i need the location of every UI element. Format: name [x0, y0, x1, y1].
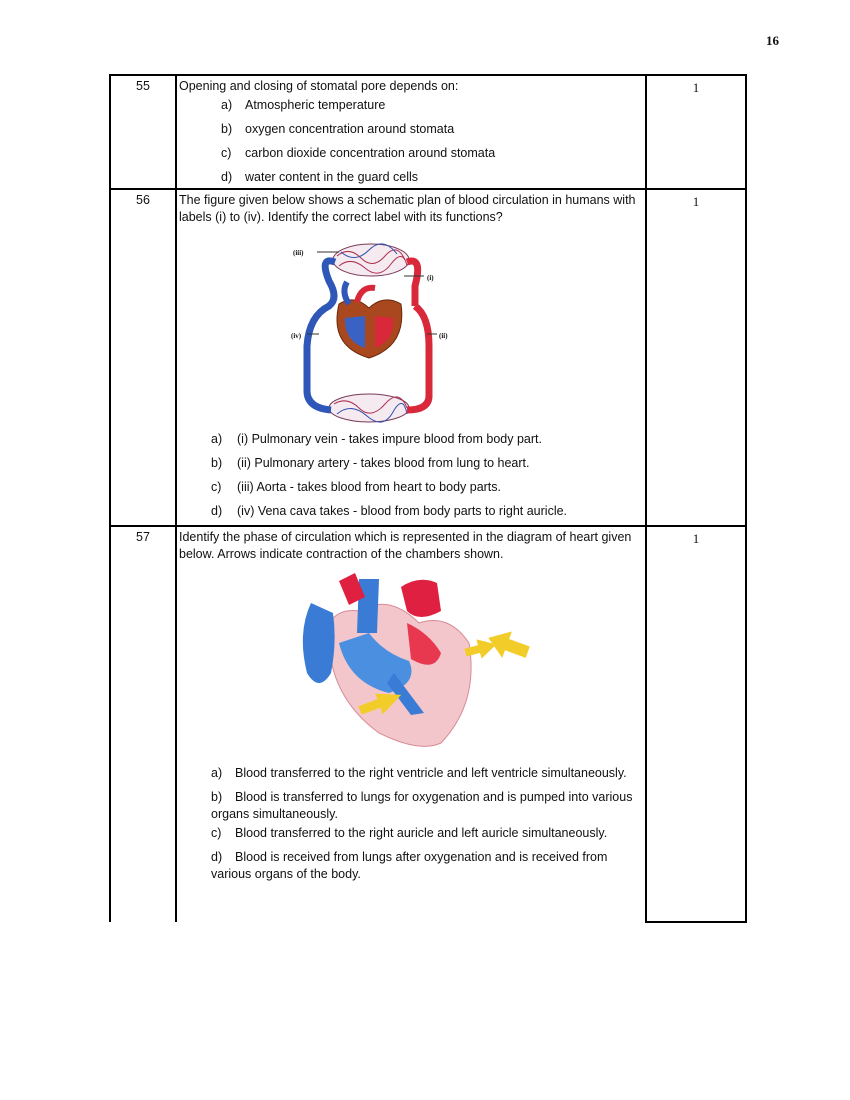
question-number: 55	[110, 75, 176, 189]
option-a[interactable]	[211, 765, 643, 782]
question-text: The figure given below shows a schematic plan of blood circulation in humans with labels (i) to (iv). Identify the correct label with its functions?	[179, 193, 636, 224]
question-row-55	[110, 75, 746, 189]
label-iii: (iii)	[293, 249, 304, 257]
option-label: b)	[211, 456, 223, 470]
option-label: b)	[221, 122, 233, 136]
option-b[interactable]	[221, 121, 643, 138]
option-label: c)	[211, 480, 222, 494]
question-marks: 1	[646, 75, 746, 189]
heart-diagram-svg	[179, 563, 643, 765]
question-row-57	[110, 526, 746, 922]
question-body	[176, 526, 646, 922]
question-body	[176, 75, 646, 189]
option-text: (iv) Vena cava takes - blood from body parts to right auricle.	[237, 504, 568, 518]
question-row-56	[110, 189, 746, 526]
question-table	[109, 74, 747, 923]
option-a[interactable]	[221, 97, 643, 114]
option-label: b)	[211, 790, 223, 804]
option-text: (i) Pulmonary vein - takes impure blood from body part.	[237, 432, 542, 446]
label-iv: (iv)	[291, 332, 302, 340]
circulation-diagram-svg	[179, 226, 643, 431]
option-label: d)	[211, 504, 223, 518]
option-text: carbon dioxide concentration around stomata	[245, 146, 496, 160]
option-text: water content in the guard cells	[245, 170, 419, 184]
option-d[interactable]	[211, 849, 643, 883]
question-marks: 1	[646, 526, 746, 922]
option-text: Blood transferred to the right ventricle and left ventricle simultaneously.	[235, 766, 627, 780]
question-number: 57	[110, 526, 176, 922]
page-number: 16	[766, 33, 779, 48]
option-label: d)	[211, 850, 223, 864]
heart-diagram	[179, 563, 643, 765]
option-label: d)	[221, 170, 233, 184]
option-label: a)	[211, 766, 223, 780]
option-text: Blood is received from lungs after oxygenation and is received from various organs of the body.	[211, 850, 608, 881]
circulation-diagram	[179, 226, 643, 431]
option-b[interactable]	[211, 455, 643, 472]
question-marks: 1	[646, 189, 746, 526]
question-text: Identify the phase of circulation which is represented in the diagram of heart given below. Arrows indicate contraction of the chambers shown.	[179, 530, 632, 561]
option-d[interactable]	[211, 503, 643, 520]
option-text: Atmospheric temperature	[245, 98, 386, 112]
option-text: (ii) Pulmonary artery - takes blood from lung to heart.	[237, 456, 530, 470]
option-label: a)	[211, 432, 223, 446]
option-c[interactable]	[211, 825, 643, 842]
option-text: (iii) Aorta - takes blood from heart to body parts.	[237, 480, 502, 494]
option-c[interactable]	[221, 145, 643, 162]
option-text: Blood transferred to the right auricle and left auricle simultaneously.	[235, 826, 608, 840]
label-ii: (ii)	[439, 332, 448, 340]
option-label: c)	[221, 146, 232, 160]
option-b[interactable]	[211, 789, 643, 823]
question-text: Opening and closing of stomatal pore depends on:	[179, 79, 459, 93]
question-number: 56	[110, 189, 176, 526]
question-body	[176, 189, 646, 526]
option-label: a)	[221, 98, 233, 112]
option-text: oxygen concentration around stomata	[245, 122, 455, 136]
option-a[interactable]	[211, 431, 643, 448]
option-text: Blood is transferred to lungs for oxygenation and is pumped into various organs simultaneously.	[211, 790, 633, 821]
option-label: c)	[211, 826, 222, 840]
option-c[interactable]	[211, 479, 643, 496]
option-d[interactable]	[221, 169, 643, 186]
label-i: (i)	[427, 274, 434, 282]
